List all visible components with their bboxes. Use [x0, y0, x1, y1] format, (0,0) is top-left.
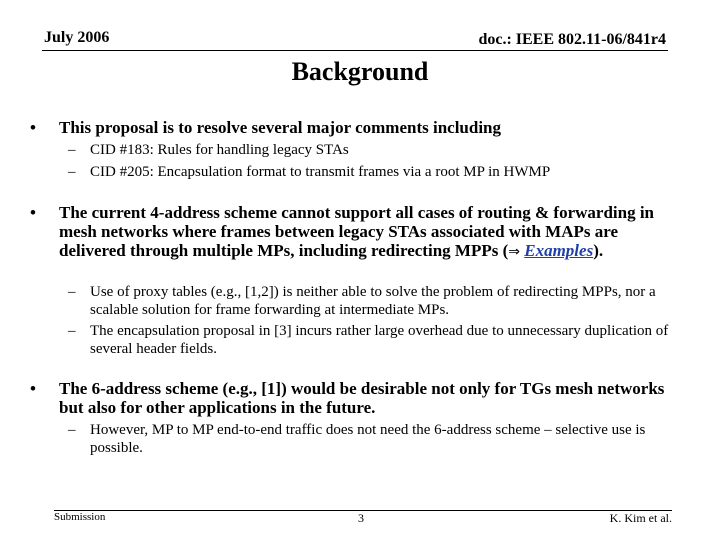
bullet-2-text: The current 4-address scheme cannot support all cases of routing & forwarding in mesh networks where frames between legacy STAs associated with MAPs are delivered through multiple MPs, including redirecting MPPs (⇒ Examples).	[59, 203, 654, 260]
header-divider	[42, 50, 668, 51]
bullet-1	[30, 118, 690, 137]
examples-link[interactable]: Examples	[524, 241, 594, 260]
bullet-1-text: This proposal is to resolve several major comments including	[59, 118, 501, 137]
sub-dash: –	[68, 142, 76, 158]
bullet-dot: •	[30, 203, 36, 222]
sub-dash: –	[68, 323, 76, 339]
header-doc-id: doc.: IEEE 802.11-06/841r4	[478, 31, 666, 48]
header-date: July 2006	[44, 29, 110, 46]
bullet-3-sub-1: – However, MP to MP end-to-end traffic does not need the 6-address scheme – selective use is possible.	[68, 422, 646, 456]
bullet-dot: •	[30, 379, 36, 398]
bullet-2	[30, 203, 655, 262]
bullet-2-sub-2: – The encapsulation proposal in [3] incurs rather large overhead due to unnecessary duplication of several header fields.	[68, 323, 669, 357]
bullet-1-sub-1: – CID #183: Rules for handling legacy STAs	[68, 142, 349, 158]
bullet-1-sub-2: – CID #205: Encapsulation format to transmit frames via a root MP in HWMP	[68, 164, 551, 180]
slide-title: Background	[291, 57, 429, 86]
sub-dash: –	[68, 164, 76, 180]
footer-author: K. Kim et al.	[609, 511, 672, 525]
sub-dash: –	[68, 284, 76, 300]
bullet-dot: •	[30, 118, 36, 137]
bullet-3-text: The 6-address scheme (e.g., [1]) would be desirable not only for TGs mesh networks but also for other applications in the future.	[59, 379, 665, 417]
footer-page-number: 3	[358, 511, 364, 525]
bullet-3	[30, 379, 685, 417]
bullet-2-sub-1: – Use of proxy tables (e.g., [1,2]) is neither able to solve the problem of redirecting MPPs, nor a scalable solution for frame forwarding at intermediate MPs.	[68, 284, 656, 318]
sub-dash: –	[68, 422, 76, 438]
arrow-icon: ⇒	[508, 244, 520, 260]
footer-submission: Submission	[54, 511, 106, 523]
